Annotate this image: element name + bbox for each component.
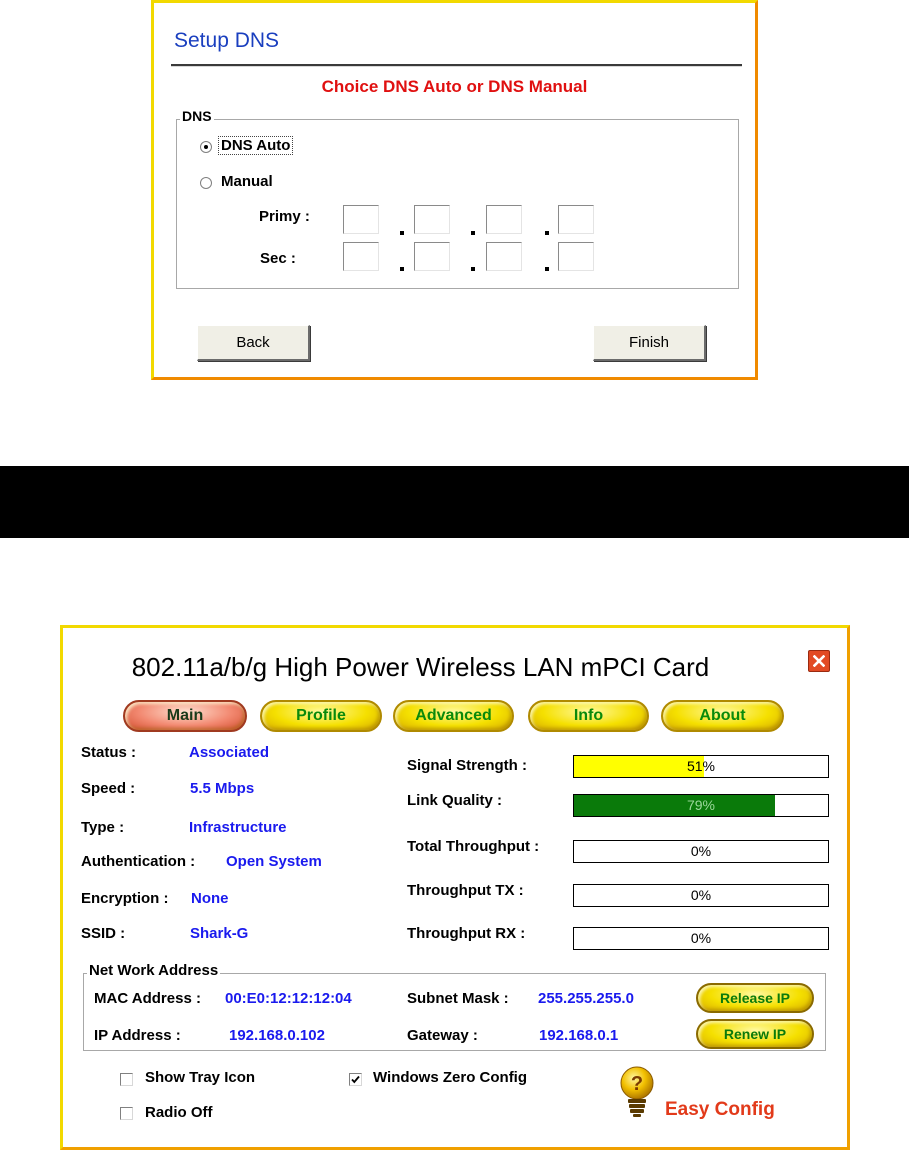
speed-value: 5.5 Mbps: [190, 780, 255, 797]
tab-about[interactable]: About: [661, 700, 784, 732]
wireless-utility-window: [60, 625, 850, 1150]
close-icon: [813, 655, 825, 667]
title-divider: [171, 64, 742, 67]
mac-address-value: 00:E0:12:12:12:04: [225, 990, 352, 1007]
renew-ip-button[interactable]: Renew IP: [696, 1019, 814, 1049]
ssid-label: SSID :: [81, 925, 126, 942]
subnet-mask-label: Subnet Mask :: [407, 990, 509, 1007]
authentication-label: Authentication :: [81, 853, 196, 870]
primary-dns-octet-2[interactable]: [414, 205, 450, 234]
authentication-value: Open System: [226, 853, 322, 870]
speed-label: Speed :: [81, 780, 136, 797]
encryption-value: None: [191, 890, 229, 907]
windows-zero-config-label[interactable]: Windows Zero Config: [373, 1069, 528, 1086]
ssid-value: Shark-G: [190, 925, 249, 942]
dns-auto-radio[interactable]: [200, 141, 212, 153]
radio-off-checkbox[interactable]: [120, 1107, 133, 1120]
dns-auto-label[interactable]: DNS Auto: [218, 136, 293, 155]
svg-text:?: ?: [630, 1073, 644, 1095]
dns-manual-radio[interactable]: [200, 177, 212, 189]
octet-separator: [545, 231, 549, 235]
dns-manual-label[interactable]: Manual: [221, 173, 273, 190]
total-throughput-percent: 0%: [690, 843, 712, 859]
ip-address-value: 192.168.0.102: [229, 1027, 325, 1044]
type-label: Type :: [81, 819, 125, 836]
secondary-dns-octet-1[interactable]: [343, 242, 379, 271]
close-button[interactable]: [808, 650, 830, 672]
mac-address-label: MAC Address :: [94, 990, 201, 1007]
status-label: Status :: [81, 744, 137, 761]
status-value: Associated: [189, 744, 270, 761]
subnet-mask-value: 255.255.255.0: [538, 990, 634, 1007]
black-separator-band: [0, 466, 909, 538]
window-title: 802.11a/b/g High Power Wireless LAN mPCI Card: [131, 652, 710, 682]
radio-off-label[interactable]: Radio Off: [145, 1104, 213, 1121]
dns-instruction-text: Choice DNS Auto or DNS Manual: [321, 77, 588, 96]
primary-dns-label: Primy :: [259, 208, 310, 225]
radio-selected-dot: [204, 145, 208, 149]
secondary-dns-label: Sec :: [260, 250, 296, 267]
show-tray-icon-checkbox[interactable]: [120, 1073, 133, 1086]
throughput-rx-label: Throughput RX :: [407, 925, 526, 942]
octet-separator: [400, 267, 404, 271]
checkmark-icon: [350, 1074, 361, 1085]
release-ip-button[interactable]: Release IP: [696, 983, 814, 1013]
easy-config-label[interactable]: Easy Config: [665, 1099, 775, 1120]
throughput-rx-bar: [573, 927, 829, 950]
octet-separator: [471, 231, 475, 235]
throughput-tx-percent: 0%: [690, 887, 712, 903]
tab-info[interactable]: Info: [528, 700, 649, 732]
gateway-value: 192.168.0.1: [539, 1027, 619, 1044]
total-throughput-bar: [573, 840, 829, 863]
ip-address-label: IP Address :: [94, 1027, 181, 1044]
signal-strength-percent: 51%: [686, 758, 716, 774]
show-tray-icon-label[interactable]: Show Tray Icon: [145, 1069, 256, 1086]
tab-advanced[interactable]: Advanced: [393, 700, 514, 732]
secondary-dns-octet-3[interactable]: [486, 242, 522, 271]
dns-dialog-title: Setup DNS: [174, 29, 280, 52]
secondary-dns-octet-4[interactable]: [558, 242, 594, 271]
signal-strength-label: Signal Strength :: [407, 757, 527, 774]
tab-profile[interactable]: Profile: [260, 700, 382, 732]
windows-zero-config-checkbox[interactable]: [349, 1073, 362, 1086]
back-button[interactable]: Back: [197, 325, 310, 361]
type-value: Infrastructure: [189, 819, 287, 836]
secondary-dns-octet-2[interactable]: [414, 242, 450, 271]
finish-button[interactable]: Finish: [593, 325, 706, 361]
throughput-rx-percent: 0%: [690, 930, 712, 946]
link-quality-bar: [573, 794, 829, 817]
easy-config-button[interactable]: [619, 1066, 655, 1120]
throughput-tx-label: Throughput TX :: [407, 882, 524, 899]
network-address-group-label: Net Work Address: [89, 962, 219, 979]
throughput-tx-bar: [573, 884, 829, 907]
signal-strength-bar: [573, 755, 829, 778]
encryption-label: Encryption :: [81, 890, 169, 907]
total-throughput-label: Total Throughput :: [407, 838, 540, 855]
primary-dns-octet-1[interactable]: [343, 205, 379, 234]
link-quality-label: Link Quality :: [407, 792, 503, 809]
tab-main[interactable]: Main: [123, 700, 247, 732]
octet-separator: [400, 231, 404, 235]
link-quality-percent: 79%: [686, 797, 716, 813]
lightbulb-question-icon: [619, 1066, 655, 1120]
octet-separator: [471, 267, 475, 271]
primary-dns-octet-3[interactable]: [486, 205, 522, 234]
primary-dns-octet-4[interactable]: [558, 205, 594, 234]
octet-separator: [545, 267, 549, 271]
dns-group-label: DNS: [182, 108, 212, 124]
gateway-label: Gateway :: [407, 1027, 478, 1044]
dns-setup-dialog: [151, 0, 758, 380]
